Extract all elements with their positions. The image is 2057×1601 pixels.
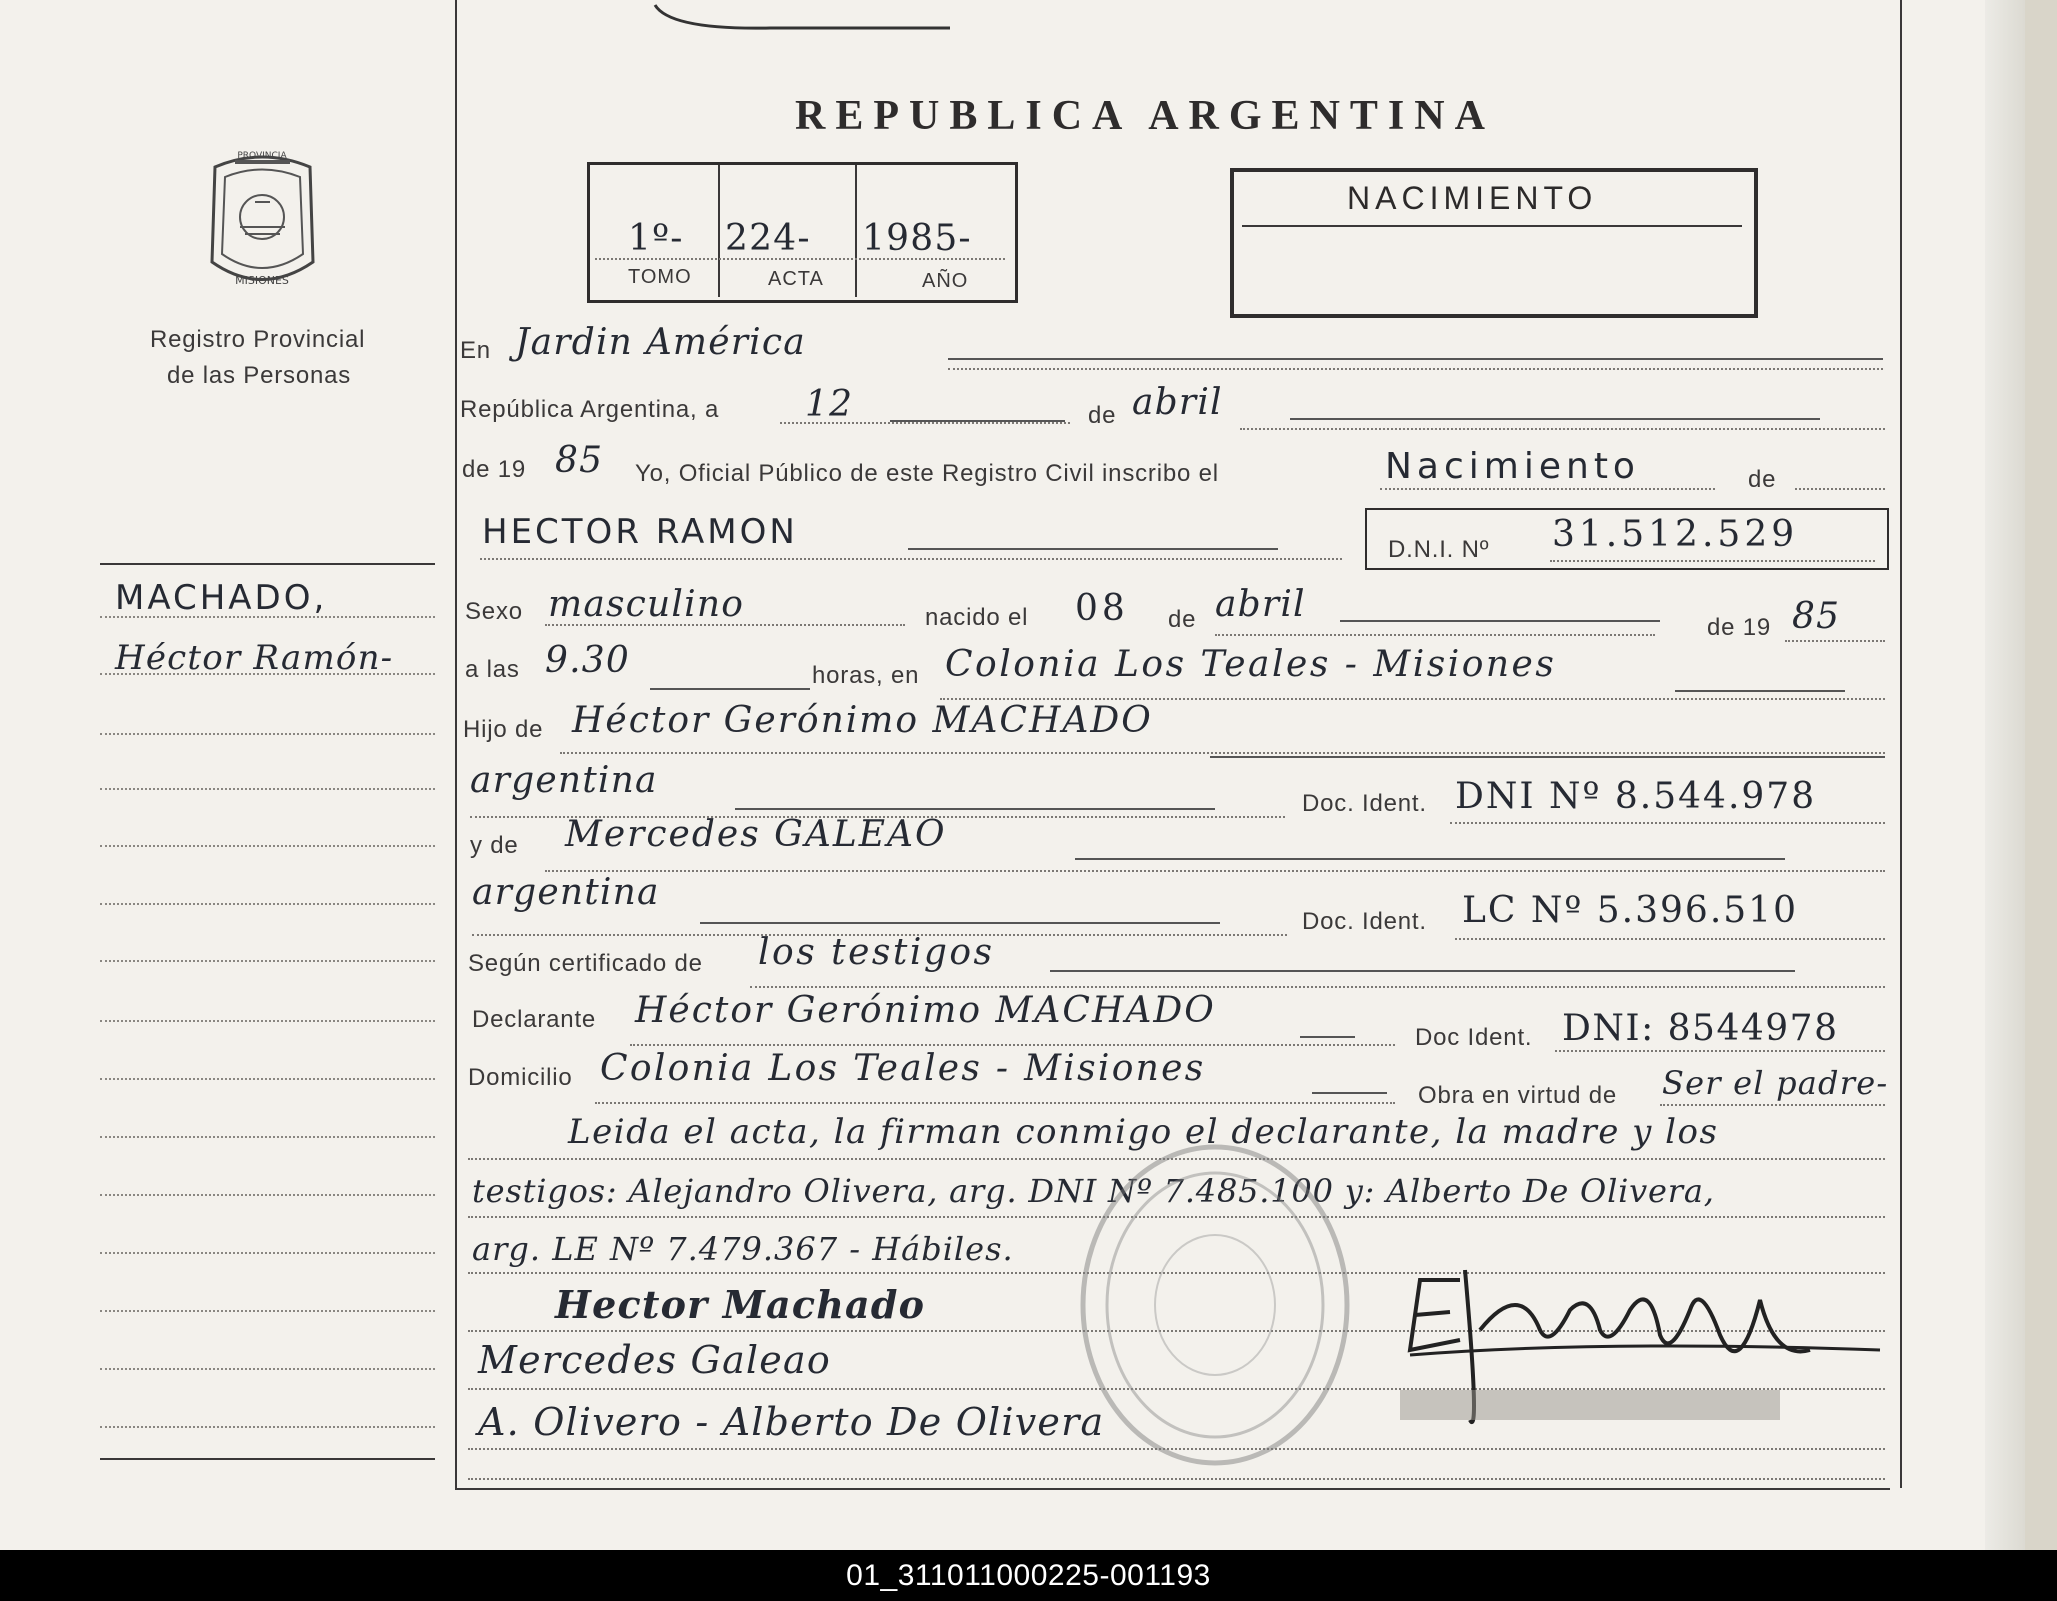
registered-person-name: HECTOR RAMON [482, 512, 798, 552]
birth-year: 85 [1792, 596, 1841, 637]
bottom-frame-line [455, 1488, 1890, 1490]
nacido-label: nacido el [925, 604, 1029, 631]
birth-day: 08 [1075, 588, 1129, 629]
year-prefix-label: de 19 [462, 456, 527, 483]
obra-label: Obra en virtud de [1418, 1082, 1618, 1109]
acta-value: 224- [725, 218, 811, 259]
signature-mother: Mercedes Galeao [478, 1338, 831, 1382]
de-label-2: de [1748, 466, 1777, 493]
tomo-label: TOMO [628, 266, 692, 288]
sexo-label: Sexo [465, 598, 523, 625]
father-nationality: argentina [470, 760, 658, 801]
official-signature-icon [1400, 1240, 1900, 1440]
registry-name-line2: de las Personas [167, 362, 352, 389]
anio-value: 1985- [862, 218, 972, 259]
registered-person-dni: 31.512.529 [1552, 514, 1799, 555]
certificado-value: los testigos [758, 932, 995, 973]
domicilio-label: Domicilio [468, 1064, 573, 1091]
registry-name-line1: Registro Provincial [150, 326, 366, 353]
record-type-label: NACIMIENTO [1347, 180, 1598, 216]
left-margin-divider [455, 0, 457, 1488]
notes-line-2: testigos: Alejandro Olivera, arg. DNI Nº 7.485.100 y: Alberto De Olivera, [472, 1172, 1715, 1210]
registration-month: abril [1132, 382, 1223, 423]
margin-surname: MACHADO, [115, 578, 328, 618]
domicilio-value: Colonia Los Teales - Misiones [600, 1048, 1206, 1089]
declarante-doc-label: Doc Ident. [1415, 1024, 1533, 1051]
act-type: Nacimiento [1385, 446, 1640, 487]
country-title: REPUBLICA ARGENTINA [795, 93, 1495, 139]
margin-top-rule [100, 563, 435, 565]
registration-year: 85 [555, 440, 604, 481]
acta-label: ACTA [768, 268, 824, 290]
declarante-label: Declarante [472, 1006, 597, 1033]
mother-name: Mercedes GALEAO [565, 814, 947, 855]
sex-value: masculino [548, 584, 745, 625]
emblem-top-text: PROVINCIA [237, 151, 287, 161]
republica-label: República Argentina, a [460, 396, 720, 423]
mother-doc: LC Nº 5.396.510 [1462, 890, 1798, 931]
father-doc: DNI Nº 8.544.978 [1455, 776, 1817, 817]
birth-hour: 9.30 [545, 640, 630, 681]
y-de-label: y de [470, 832, 519, 859]
hijo-label: Hijo de [463, 716, 544, 743]
image-id-caption: 01_311011000225-001193 [0, 1550, 2057, 1601]
official-stamp-icon [1075, 1140, 1355, 1470]
margin-given-names: Héctor Ramón- [115, 638, 394, 678]
a-las-label: a las [465, 656, 520, 683]
declarante-doc: DNI: 8544978 [1562, 1008, 1839, 1049]
signature-witnesses: A. Olivero - Alberto De Olivera [478, 1400, 1105, 1444]
emblem-bottom-text: MISIONES [235, 274, 289, 287]
mother-nationality: argentina [472, 872, 660, 913]
birth-month: abril [1215, 584, 1306, 625]
declarante-name: Héctor Gerónimo MACHADO [635, 990, 1216, 1031]
father-doc-label: Doc. Ident. [1302, 790, 1427, 817]
signature-declarante: Hector Machado [555, 1282, 926, 1327]
oficial-text: Yo, Oficial Público de este Registro Civil inscribo el [635, 460, 1219, 487]
notes-line-3: arg. LE Nº 7.479.367 - Hábiles. [472, 1230, 1014, 1268]
horas-label: horas, en [812, 662, 920, 689]
anio-label: AÑO [922, 270, 969, 292]
dni-label: D.N.I. Nº [1388, 536, 1490, 563]
birth-year-prefix: de 19 [1707, 614, 1772, 641]
place-of-registry: Jardin América [515, 322, 806, 363]
right-frame-line [1900, 0, 1902, 1488]
en-label: En [460, 337, 491, 364]
mother-doc-label: Doc. Ident. [1302, 908, 1427, 935]
provincial-emblem-icon [195, 142, 330, 302]
page-edge [1985, 0, 2025, 1550]
de-label-1: de [1088, 402, 1117, 429]
tomo-value: 1º- [628, 218, 684, 259]
registration-day: 12 [805, 384, 854, 425]
father-name: Héctor Gerónimo MACHADO [572, 700, 1153, 741]
notes-line-1: Leida el acta, la firman conmigo el declarante, la madre y los [568, 1112, 1719, 1152]
birth-place: Colonia Los Teales - Misiones [945, 644, 1557, 685]
de-label-3: de [1168, 606, 1197, 633]
top-decorative-curve [650, 0, 950, 40]
obra-value: Ser el padre- [1662, 1064, 1889, 1102]
segun-label: Según certificado de [468, 950, 703, 977]
